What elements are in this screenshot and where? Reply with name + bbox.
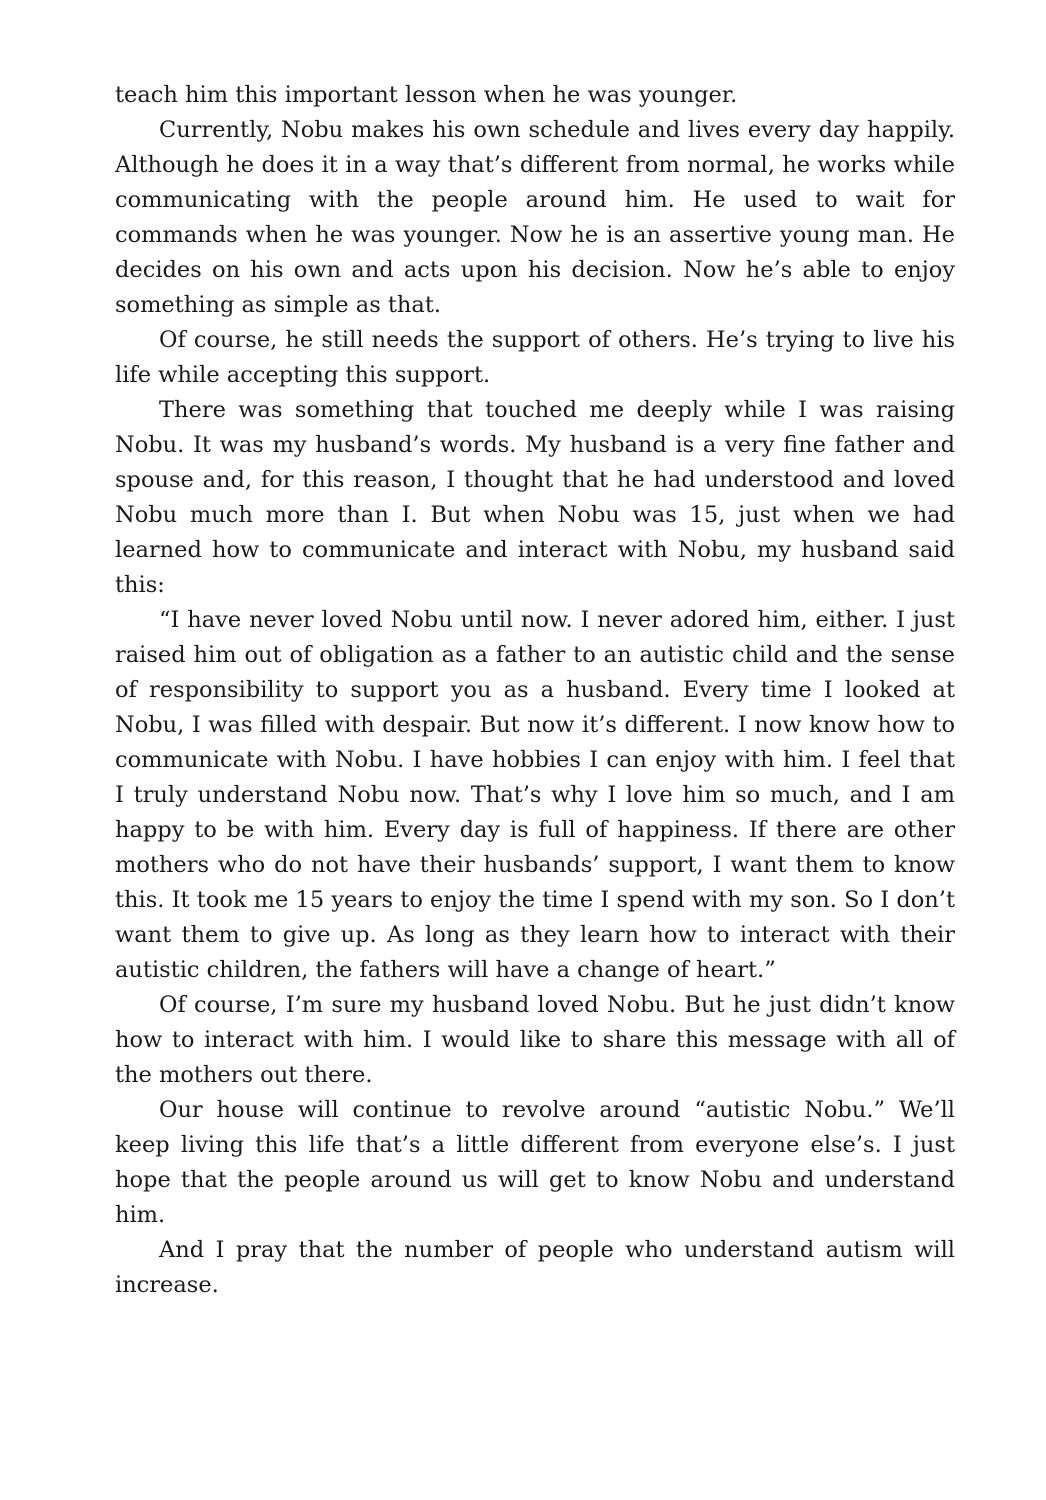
page-body [115,78,955,1303]
paragraph: Our house will continue to revolve around “autistic Nobu.” We’ll keep living this life that’s a little different from everyone else’s. I just hope that the people around us will get to know Nobu and understand him. [115,1097,955,1228]
paragraph: There was something that touched me deeply while I was raising Nobu. It was my husband’s words. My husband is a very fine father and spouse and, for this reason, I thought that he had understood and loved Nobu much more than I. But when Nobu was 15, just when we had learned how to communicate and interact with Nobu, my husband said this: [115,397,955,598]
paragraph: And I pray that the number of people who understand autism will increase. [115,1237,955,1298]
paragraph: Of course, I’m sure my husband loved Nobu. But he just didn’t know how to interact with him. I would like to share this message with all of the mothers out there. [115,992,955,1088]
paragraph-continued: teach him this important lesson when he was younger. [115,82,738,108]
paragraph: Currently, Nobu makes his own schedule and lives every day happily. Although he does it in a way that’s different from normal, he works while communicating with the people around him. He used to wait for commands when he was younger. Now he is an assertive young man. He decides on his own and acts upon his decision. Now he’s able to enjoy something as simple as that. [115,117,955,318]
quote-paragraph: “I have never loved Nobu until now. I never adored him, either. I just raised him out of obligation as a father to an autistic child and the sense of responsibility to support you as a husband. Every time I looked at Nobu, I was filled with despair. But now it’s different. I now know how to communicate with Nobu. I have hobbies I can enjoy with him. I feel that I truly understand Nobu now. That’s why I love him so much, and I am happy to be with him. Every day is full of happiness. If there are other mothers who do not have their husbands’ support, I want them to know this. It took me 15 years to enjoy the time I spend with my son. So I don’t want them to give up. As long as they learn how to interact with their autistic children, the fathers will have a change of heart.” [115,607,955,983]
paragraph: Of course, he still needs the support of others. He’s trying to live his life while accepting this support. [115,327,955,388]
